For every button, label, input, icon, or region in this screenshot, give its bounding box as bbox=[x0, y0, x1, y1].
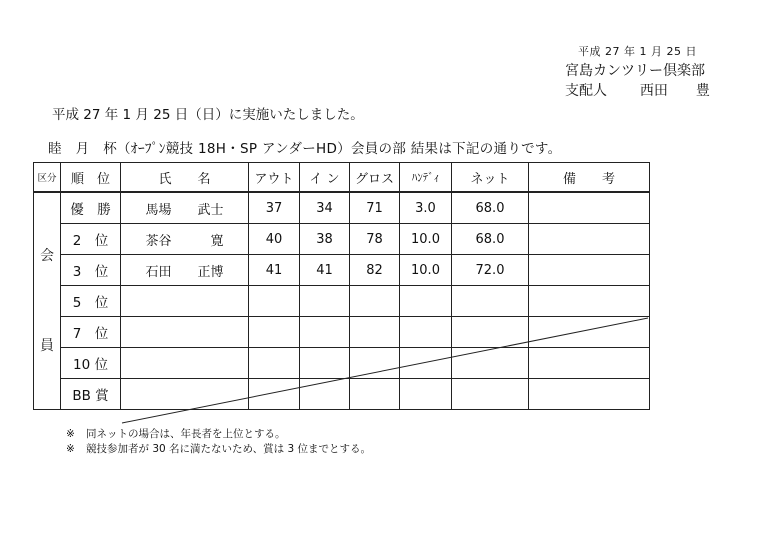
remarks-cell bbox=[529, 224, 650, 255]
footnote bbox=[66, 442, 371, 457]
table-row bbox=[34, 379, 650, 410]
col-header-category: 区分 bbox=[34, 163, 61, 193]
handicap-cell bbox=[400, 348, 452, 379]
category-char-1: 会 bbox=[40, 248, 54, 264]
gross-cell: 71 bbox=[350, 192, 400, 224]
remarks-cell bbox=[529, 255, 650, 286]
in-cell bbox=[300, 348, 350, 379]
rank-cell: BB 賞 bbox=[61, 379, 121, 410]
col-header-rank: 順 位 bbox=[61, 163, 121, 193]
out-cell: 40 bbox=[249, 224, 300, 255]
col-header-name: 氏 名 bbox=[121, 163, 249, 193]
results-caption: 睦 月 杯（ｵｰﾌﾟﾝ競技 18H・SP アンダーHD）会員の部 結果は下記の通りです。 bbox=[48, 141, 562, 157]
remarks-cell bbox=[529, 192, 650, 224]
document-date: 平成 27 年 1 月 25 日 bbox=[578, 45, 697, 58]
rank-cell: 5 位 bbox=[61, 286, 121, 317]
category-char-2: 員 bbox=[40, 338, 54, 354]
table-row bbox=[34, 317, 650, 348]
col-header-handicap: ﾊﾝﾃﾞｨ bbox=[400, 163, 452, 193]
representative-title: 支配人 bbox=[565, 83, 607, 99]
net-cell: 68.0 bbox=[452, 192, 529, 224]
name-cell: 石田 正博 bbox=[121, 255, 249, 286]
out-cell bbox=[249, 286, 300, 317]
table-row bbox=[34, 255, 650, 286]
net-cell bbox=[452, 379, 529, 410]
handicap-cell bbox=[400, 379, 452, 410]
remarks-cell bbox=[529, 379, 650, 410]
out-cell: 37 bbox=[249, 192, 300, 224]
gross-cell bbox=[350, 317, 400, 348]
note-mark: ※ bbox=[66, 428, 75, 440]
gross-cell: 78 bbox=[350, 224, 400, 255]
table-row bbox=[34, 192, 650, 224]
in-cell: 38 bbox=[300, 224, 350, 255]
gross-cell bbox=[350, 286, 400, 317]
organization-name: 宮島カンツリー倶楽部 bbox=[565, 63, 705, 79]
out-cell bbox=[249, 379, 300, 410]
col-header-gross: グロス bbox=[350, 163, 400, 193]
table-header-row bbox=[34, 163, 650, 193]
representative bbox=[565, 80, 710, 100]
in-cell bbox=[300, 379, 350, 410]
name-cell bbox=[121, 317, 249, 348]
handicap-cell bbox=[400, 317, 452, 348]
net-cell bbox=[452, 348, 529, 379]
remarks-cell bbox=[529, 286, 650, 317]
remarks-cell bbox=[529, 348, 650, 379]
net-cell: 68.0 bbox=[452, 224, 529, 255]
col-header-out: アウト bbox=[249, 163, 300, 193]
col-header-remarks: 備 考 bbox=[529, 163, 650, 193]
footnote bbox=[66, 427, 371, 442]
out-cell bbox=[249, 348, 300, 379]
handicap-cell bbox=[400, 286, 452, 317]
note-mark: ※ bbox=[66, 443, 75, 455]
col-header-in: イ ン bbox=[300, 163, 350, 193]
name-cell: 茶谷 寛 bbox=[121, 224, 249, 255]
intro-text: 平成 27 年 1 月 25 日（日）に実施いたしました。 bbox=[52, 107, 364, 123]
net-cell bbox=[452, 317, 529, 348]
col-header-net: ネット bbox=[452, 163, 529, 193]
handicap-cell: 10.0 bbox=[400, 224, 452, 255]
note-text: 競技参加者が 30 名に満たないため、賞は 3 位までとする。 bbox=[86, 443, 371, 455]
gross-cell: 82 bbox=[350, 255, 400, 286]
name-cell: 馬場 武士 bbox=[121, 192, 249, 224]
out-cell bbox=[249, 317, 300, 348]
in-cell: 41 bbox=[300, 255, 350, 286]
table-row bbox=[34, 224, 650, 255]
handicap-cell: 10.0 bbox=[400, 255, 452, 286]
results-table bbox=[33, 162, 650, 410]
rank-cell: 3 位 bbox=[61, 255, 121, 286]
table-row bbox=[34, 286, 650, 317]
name-cell bbox=[121, 379, 249, 410]
table-row bbox=[34, 348, 650, 379]
in-cell: 34 bbox=[300, 192, 350, 224]
out-cell: 41 bbox=[249, 255, 300, 286]
in-cell bbox=[300, 286, 350, 317]
name-cell bbox=[121, 348, 249, 379]
rank-cell: 優 勝 bbox=[61, 192, 121, 224]
in-cell bbox=[300, 317, 350, 348]
note-text: 同ネットの場合は、年長者を上位とする。 bbox=[86, 428, 286, 440]
representative-name: 西田 豊 bbox=[639, 83, 710, 99]
net-cell bbox=[452, 286, 529, 317]
remarks-cell bbox=[529, 317, 650, 348]
footnotes bbox=[66, 427, 371, 457]
rank-cell: 2 位 bbox=[61, 224, 121, 255]
handicap-cell: 3.0 bbox=[400, 192, 452, 224]
net-cell: 72.0 bbox=[452, 255, 529, 286]
category-cell bbox=[34, 192, 61, 410]
rank-cell: 10 位 bbox=[61, 348, 121, 379]
gross-cell bbox=[350, 379, 400, 410]
rank-cell: 7 位 bbox=[61, 317, 121, 348]
name-cell bbox=[121, 286, 249, 317]
gross-cell bbox=[350, 348, 400, 379]
